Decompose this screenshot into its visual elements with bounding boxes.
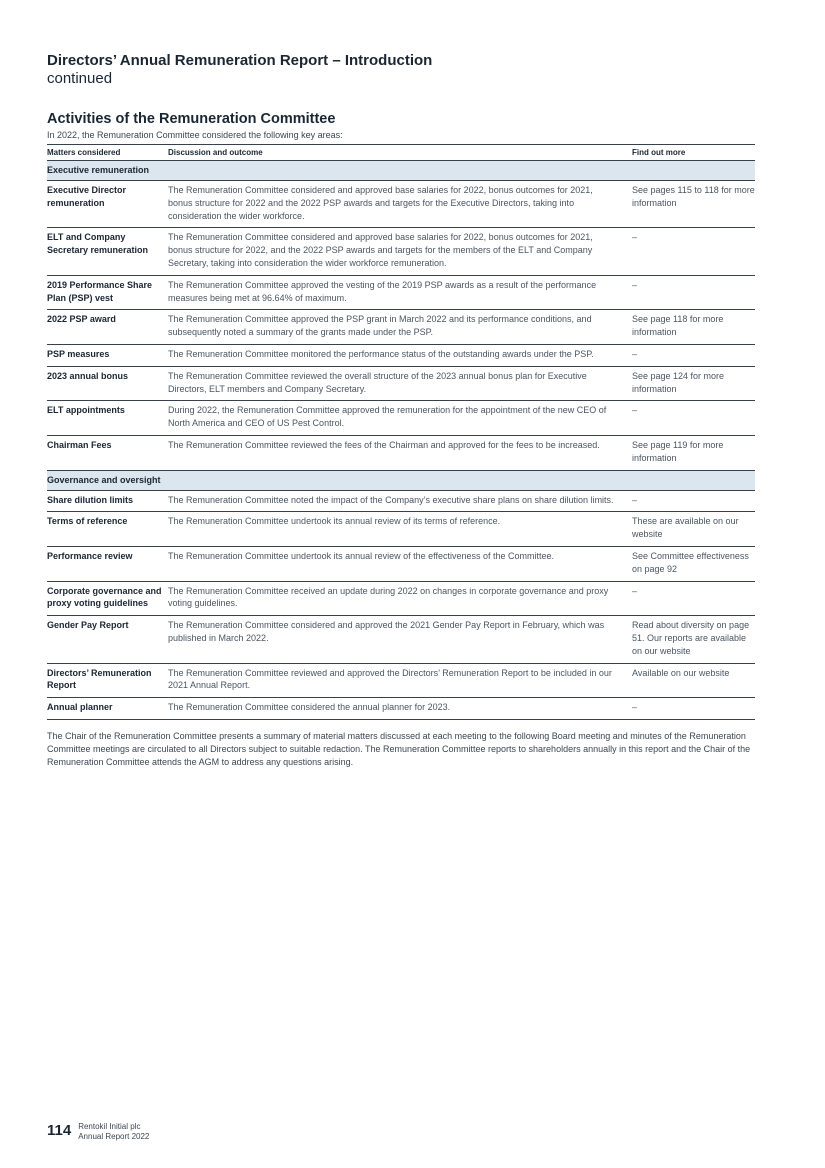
table-body (47, 161, 755, 720)
discussion-cell: The Remuneration Committee noted the impact of the Company’s executive share plans on share dilution limits. (168, 490, 632, 512)
matter-cell: Executive Director remuneration (47, 181, 168, 228)
find-out-more-cell: See Committee effectiveness on page 92 (632, 546, 755, 581)
find-out-more-cell: – (632, 344, 755, 366)
find-out-more-cell: – (632, 581, 755, 616)
matter-cell: Share dilution limits (47, 490, 168, 512)
table-row (47, 181, 755, 228)
discussion-cell: The Remuneration Committee considered and approved base salaries for 2022, bonus outcomes for 2021, bonus structure for 2022, and the 2022 PSP awards and targets for the members of the ELT and Company Secretary, taking into consideration the wider workforce remuneration. (168, 228, 632, 275)
matter-cell: 2019 Performance Share Plan (PSP) vest (47, 275, 168, 310)
table-row (47, 435, 755, 470)
matter-cell: 2022 PSP award (47, 310, 168, 345)
find-out-more-cell: – (632, 228, 755, 275)
matter-cell: Performance review (47, 546, 168, 581)
group-label: Executive remuneration (47, 161, 755, 181)
matter-cell: Gender Pay Report (47, 616, 168, 663)
table-row (47, 546, 755, 581)
report-name: Annual Report 2022 (78, 1132, 150, 1141)
table-row (47, 310, 755, 345)
find-out-more-cell: These are available on our website (632, 512, 755, 547)
column-header-more: Find out more (632, 145, 755, 161)
discussion-cell: The Remuneration Committee undertook its annual review of its terms of reference. (168, 512, 632, 547)
matter-cell: Directors’ Remuneration Report (47, 663, 168, 698)
matter-cell: Corporate governance and proxy voting guidelines (47, 581, 168, 616)
table-header-row (47, 145, 755, 161)
page-footer (47, 1122, 149, 1142)
matter-cell: ELT appointments (47, 401, 168, 436)
discussion-cell: The Remuneration Committee considered and approved the 2021 Gender Pay Report in February, which was published in March 2022. (168, 616, 632, 663)
table-row (47, 401, 755, 436)
discussion-cell: The Remuneration Committee approved the vesting of the 2019 PSP awards as a result of the performance measures being met at 96.64% of maximum. (168, 275, 632, 310)
group-label: Governance and oversight (47, 470, 755, 490)
table-row (47, 366, 755, 401)
find-out-more-cell: See page 124 for more information (632, 366, 755, 401)
discussion-cell: The Remuneration Committee monitored the performance status of the outstanding awards under the PSP. (168, 344, 632, 366)
table-group-row (47, 161, 755, 181)
matter-cell: Terms of reference (47, 512, 168, 547)
column-header-discussion: Discussion and outcome (168, 145, 632, 161)
table-row (47, 275, 755, 310)
matter-cell: 2023 annual bonus (47, 366, 168, 401)
find-out-more-cell: – (632, 698, 755, 720)
report-subtitle: continued (47, 70, 113, 87)
table-row (47, 344, 755, 366)
company-name: Rentokil Initial plc (78, 1122, 141, 1131)
discussion-cell: During 2022, the Remuneration Committee approved the remuneration for the appointment of the new CEO of North America and CEO of US Pest Control. (168, 401, 632, 436)
table-group-row (47, 470, 755, 490)
discussion-cell: The Remuneration Committee reviewed the fees of the Chairman and approved for the fees to be increased. (168, 435, 632, 470)
find-out-more-cell: See page 119 for more information (632, 435, 755, 470)
table-row (47, 512, 755, 547)
table-row (47, 698, 755, 720)
find-out-more-cell: – (632, 490, 755, 512)
report-title: Directors’ Annual Remuneration Report – Introduction (47, 52, 433, 69)
closing-paragraph: The Chair of the Remuneration Committee presents a summary of material matters discussed at each meeting to the following Board meeting and minutes of the Remuneration Committee meetings are circulated to all Directors subject to suitable redaction. The Remuneration Committee reports to shareholders annually in this report and the Chair of the Remuneration Committee attends the AGM to address any questions arising. (47, 730, 751, 767)
discussion-cell: The Remuneration Committee approved the PSP grant in March 2022 and its performance conditions, and subsequently noted a summary of the grants made under the PSP. (168, 310, 632, 345)
table-row (47, 581, 755, 616)
discussion-cell: The Remuneration Committee reviewed and approved the Directors’ Remuneration Report to be included in our 2021 Annual Report. (168, 663, 632, 698)
section-title: Activities of the Remuneration Committee (47, 111, 336, 127)
discussion-cell: The Remuneration Committee considered the annual planner for 2023. (168, 698, 632, 720)
discussion-cell: The Remuneration Committee reviewed the overall structure of the 2023 annual bonus plan for Executive Directors, ELT members and Company Secretary. (168, 366, 632, 401)
discussion-cell: The Remuneration Committee undertook its annual review of the effectiveness of the Committee. (168, 546, 632, 581)
find-out-more-cell: See page 118 for more information (632, 310, 755, 345)
find-out-more-cell: See pages 115 to 118 for more information (632, 181, 755, 228)
find-out-more-cell: Read about diversity on page 51. Our reports are available on our website (632, 616, 755, 663)
matter-cell: Chairman Fees (47, 435, 168, 470)
table-row (47, 616, 755, 663)
table-row (47, 663, 755, 698)
find-out-more-cell: Available on our website (632, 663, 755, 698)
discussion-cell: The Remuneration Committee received an update during 2022 on changes in corporate governance and proxy voting guidelines. (168, 581, 632, 616)
page-content (47, 52, 755, 768)
matter-cell: Annual planner (47, 698, 168, 720)
page-number: 114 (47, 1122, 72, 1139)
table-row (47, 228, 755, 275)
column-header-matters: Matters considered (47, 145, 168, 161)
table-row (47, 490, 755, 512)
activities-table (47, 144, 755, 720)
matter-cell: PSP measures (47, 344, 168, 366)
matter-cell: ELT and Company Secretary remuneration (47, 228, 168, 275)
section-intro: In 2022, the Remuneration Committee considered the following key areas: (47, 130, 343, 140)
find-out-more-cell: – (632, 275, 755, 310)
footer-publication (78, 1122, 149, 1142)
find-out-more-cell: – (632, 401, 755, 436)
discussion-cell: The Remuneration Committee considered and approved base salaries for 2022, bonus outcomes for 2021, bonus structure for 2022 and the 2022 PSP awards and targets for the Executive Directors, taking into consideration the wider workforce. (168, 181, 632, 228)
